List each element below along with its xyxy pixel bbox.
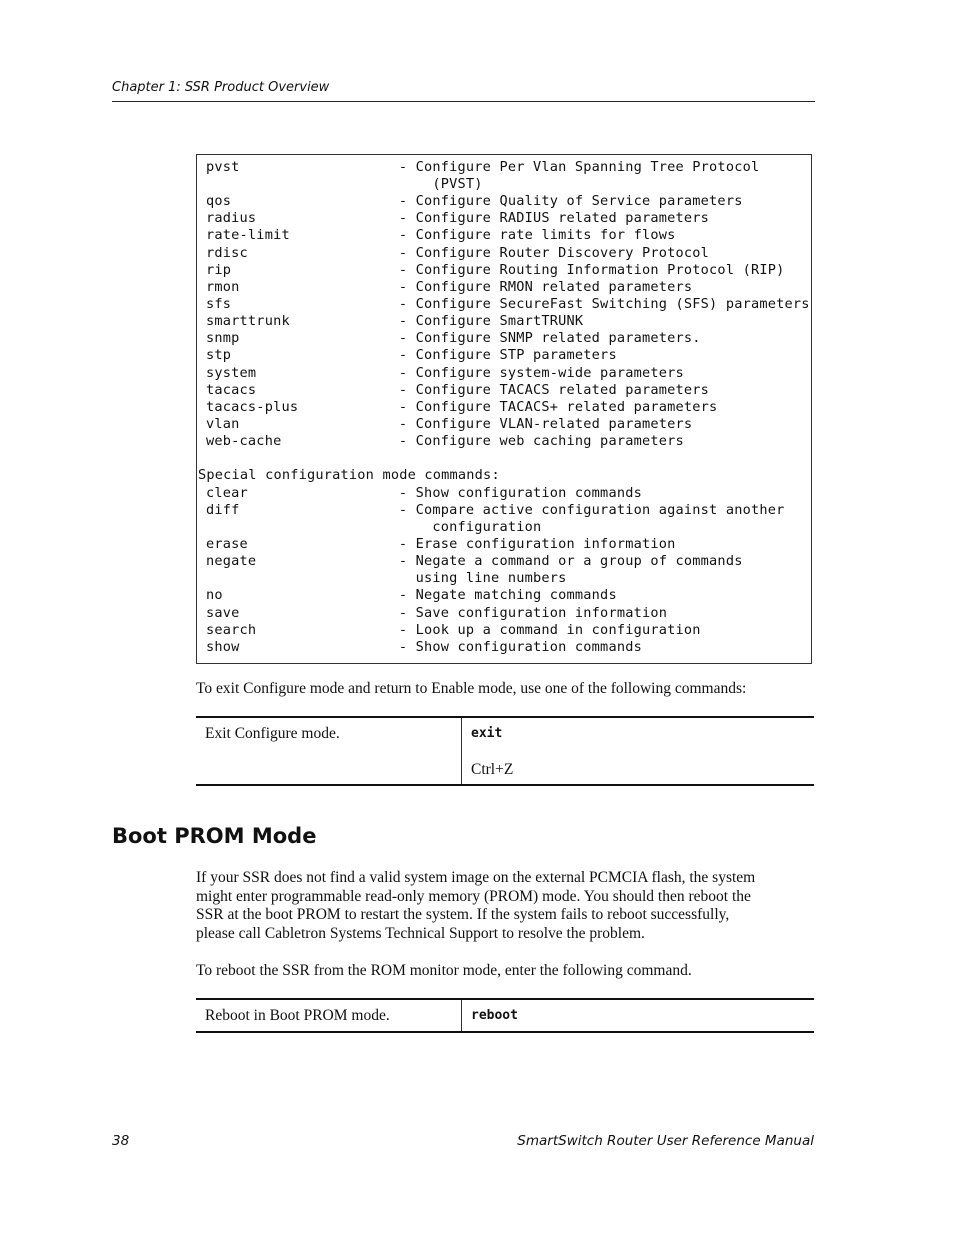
code-line: rdisc - Configure Router Discovery Protocol [206,245,710,261]
code-line: tacacs-plus - Configure TACACS+ related parameters [206,399,718,415]
table-divider [461,1000,462,1031]
exit-intro-text: To exit Configure mode and return to Enable mode, use one of the following commands: [196,680,747,697]
chapter-title: Chapter 1: SSR Product Overview [112,80,330,95]
paragraph-line: might enter programmable read-only memory (PROM) mode. You should then reboot the [196,887,751,905]
paragraph-line: SSR at the boot PROM to restart the system. If the system fails to reboot successfully, [196,906,730,924]
paragraph-line: If your SSR does not find a valid system image on the external PCMCIA flash, the system [196,869,756,886]
code-line: rate-limit - Configure rate limits for flows [206,227,676,243]
manual-title: SmartSwitch Router User Reference Manual [517,1133,814,1149]
code-line: system - Configure system-wide parameters [206,365,684,381]
code-line: negate - Negate a command or a group of commands [206,553,743,569]
exit-command: exit [471,726,503,741]
code-line: using line numbers [206,570,567,586]
code-line: smarttrunk - Configure SmartTRUNK [206,313,584,329]
code-line: web-cache - Configure web caching parameters [206,433,684,449]
running-header [112,78,815,102]
page-number: 38 [112,1133,130,1149]
reboot-command-table [196,998,814,1033]
exit-command-table [196,716,814,786]
code-line: search - Look up a command in configuration [206,622,701,638]
code-line: snmp - Configure SNMP related parameters. [206,330,701,346]
boot-paragraph [196,869,816,944]
code-line: erase - Erase configuration information [206,536,676,552]
exit-alternate-keys: Ctrl+Z [471,761,514,778]
code-line: save - Save configuration information [206,605,668,621]
code-line: qos - Configure Quality of Service parameters [206,193,743,209]
code-section-heading: Special configuration mode commands: [198,467,500,483]
code-line: vlan - Configure VLAN-related parameters [206,416,693,432]
table-divider [461,718,462,784]
code-line: configuration [206,519,542,535]
code-line: radius - Configure RADIUS related parameters [206,210,710,226]
code-line: sfs - Configure SecureFast Switching (SFS) parameters [206,296,810,312]
code-line: (PVST) [206,176,483,192]
code-line: diff - Compare active configuration against another [206,502,785,518]
code-line: no - Negate matching commands [206,587,617,603]
section-heading: Boot PROM Mode [112,824,317,848]
reboot-label: Reboot in Boot PROM mode. [205,1007,390,1024]
code-line: rip - Configure Routing Information Protocol (RIP) [206,262,785,278]
reboot-intro-text: To reboot the SSR from the ROM monitor mode, enter the following command. [196,962,692,979]
code-line: clear - Show configuration commands [206,485,642,501]
code-line: show - Show configuration commands [206,639,642,655]
reboot-command: reboot [471,1008,518,1023]
code-line: tacacs - Configure TACACS related parameters [206,382,710,398]
code-block [196,154,812,664]
code-line: stp - Configure STP parameters [206,347,617,363]
paragraph-line: please call Cabletron Systems Technical Support to resolve the problem. [196,925,645,943]
exit-label: Exit Configure mode. [205,725,340,742]
code-line: rmon - Configure RMON related parameters [206,279,693,295]
code-line: pvst - Configure Per Vlan Spanning Tree Protocol [206,159,760,175]
